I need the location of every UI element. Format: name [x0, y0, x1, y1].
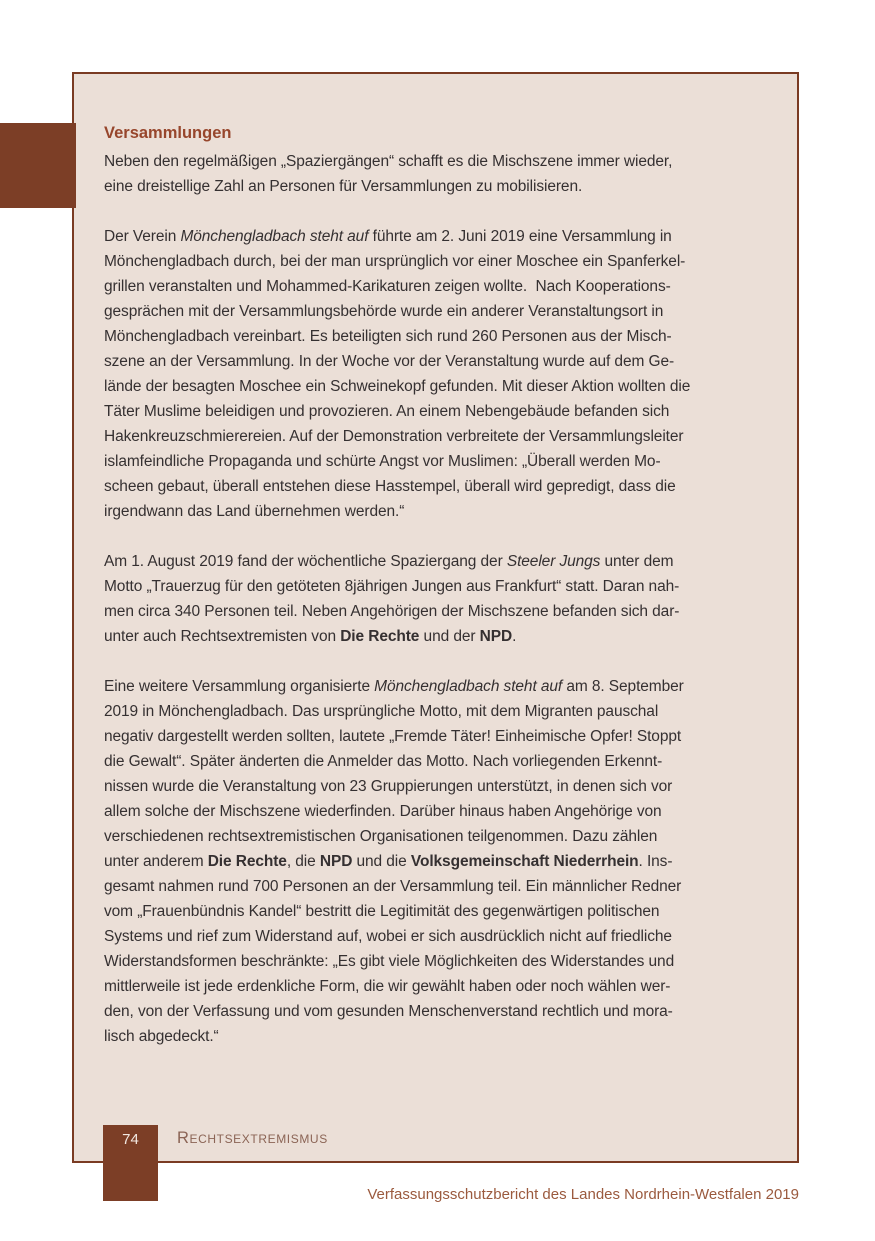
footer-section-label: Rechtsextremismus	[177, 1129, 328, 1147]
page-number-box	[103, 1125, 158, 1201]
footer-report-title: Verfassungsschutzbericht des Landes Nordrhein-Westfalen 2019	[367, 1186, 799, 1203]
text-line: Täter Muslime beleidigen und provozieren. An einem Nebengebäude befanden sich	[104, 403, 670, 420]
text-line: allem solche der Mischszene wiederfinden. Darüber hinaus haben Angehörige von	[104, 803, 662, 820]
text-line: Motto „Trauerzug für den getöteten 8jährigen Jungen aus Frankfurt“ statt. Daran nah-	[104, 578, 680, 595]
text-line: unter anderem Die Rechte, die NPD und die Volksgemeinschaft Niederrhein. Ins-	[104, 853, 673, 870]
text-line: grillen veranstalten und Mohammed-Karikaturen zeigen wollte. Nach Kooperations-	[104, 278, 671, 295]
text-line: Am 1. August 2019 fand der wöchentliche Spaziergang der Steeler Jungs unter dem	[104, 553, 674, 570]
text-line: scheen gebaut, überall entstehen diese Hasstempel, überall wird gepredigt, dass die	[104, 478, 676, 495]
paragraph	[104, 549, 772, 649]
body-text	[104, 149, 772, 1049]
text-line: Systems und rief zum Widerstand auf, wobei er sich ausdrücklich nicht auf friedliche	[104, 928, 672, 945]
text-line: den, von der Verfassung und vom gesunden Menschenverstand rechtlich und mora-	[104, 1003, 673, 1020]
text-line: Mönchengladbach durch, bei der man ursprünglich vor einer Moschee ein Spanferkel-	[104, 253, 686, 270]
text-line: szene an der Versammlung. In der Woche vor der Veranstaltung wurde auf dem Ge-	[104, 353, 675, 370]
text-line: Mönchengladbach vereinbart. Es beteiligten sich rund 260 Personen aus der Misch-	[104, 328, 672, 345]
text-line: gesamt nahmen rund 700 Personen an der Versammlung teil. Ein männlicher Redner	[104, 878, 682, 895]
text-line: Der Verein Mönchengladbach steht auf führte am 2. Juni 2019 eine Versammlung in	[104, 228, 672, 245]
text-line: islamfeindliche Propaganda und schürte Angst vor Muslimen: „Überall werden Mo-	[104, 453, 661, 470]
chapter-side-tab	[0, 123, 76, 208]
text-line: lände der besagten Moschee ein Schweinekopf gefunden. Mit dieser Aktion wollten die	[104, 378, 691, 395]
paragraph	[104, 224, 772, 524]
text-line: Widerstandsformen beschränkte: „Es gibt viele Möglichkeiten des Widerstandes und	[104, 953, 675, 970]
text-line: verschiedenen rechtsextremistischen Organisationen teilgenommen. Dazu zählen	[104, 828, 658, 845]
text-line: Hakenkreuzschmierereien. Auf der Demonstration verbreitete der Versammlungsleiter	[104, 428, 684, 445]
text-line: men circa 340 Personen teil. Neben Angehörigen der Mischszene befanden sich dar-	[104, 603, 680, 620]
text-line: 2019 in Mönchengladbach. Das ursprüngliche Motto, mit dem Migranten pauschal	[104, 703, 659, 720]
paragraph	[104, 149, 772, 199]
page-number: 74	[122, 1131, 139, 1148]
text-line: eine dreistellige Zahl an Personen für Versammlungen zu mobilisieren.	[104, 178, 583, 195]
text-line: gesprächen mit der Versammlungsbehörde wurde ein anderer Veranstaltungsort in	[104, 303, 664, 320]
text-line: negativ dargestellt werden sollten, lautete „Fremde Täter! Einheimische Opfer! Stoppt	[104, 728, 682, 745]
text-line: mittlerweile ist jede erdenkliche Form, die wir gewählt haben oder noch wählen wer-	[104, 978, 671, 995]
page-content	[104, 124, 772, 1074]
page-heading: Versammlungen	[104, 124, 232, 142]
text-line: nissen wurde die Veranstaltung von 23 Gruppierungen unterstützt, in denen sich vor	[104, 778, 673, 795]
text-line: irgendwann das Land übernehmen werden.“	[104, 503, 405, 520]
text-line: unter auch Rechtsextremisten von Die Rechte und der NPD.	[104, 628, 517, 645]
text-line: lisch abgedeckt.“	[104, 1028, 219, 1045]
text-line: vom „Frauenbündnis Kandel“ bestritt die Legitimität des gegenwärtigen politischen	[104, 903, 660, 920]
text-line: Neben den regelmäßigen „Spaziergängen“ schafft es die Mischszene immer wieder,	[104, 153, 673, 170]
text-line: die Gewalt“. Später änderten die Anmelder das Motto. Nach vorliegenden Erkennt-	[104, 753, 663, 770]
paragraph	[104, 674, 772, 1049]
text-line: Eine weitere Versammlung organisierte Mönchengladbach steht auf am 8. September	[104, 678, 684, 695]
